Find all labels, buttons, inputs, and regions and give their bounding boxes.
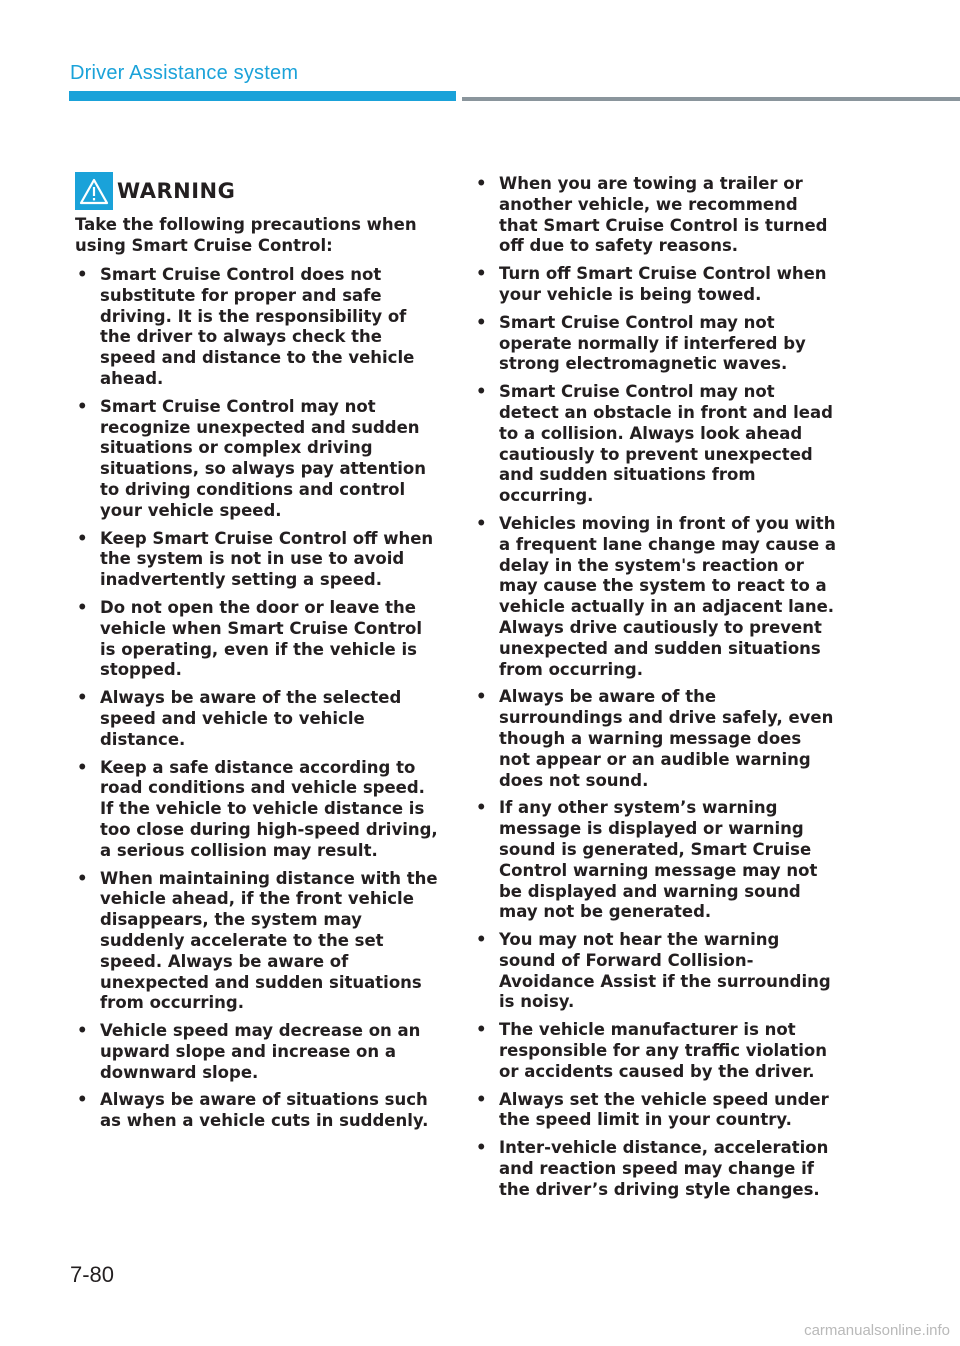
page-number: 7-80 xyxy=(70,1262,115,1287)
bullet-dot-icon: • xyxy=(77,265,88,284)
bullet-text: Always set the vehicle speed under the speed limit in your country. xyxy=(499,1089,829,1130)
bullet-item xyxy=(474,1090,836,1132)
bullet-text: Keep Smart Cruise Control off when the system is not in use to avoid inadvertently setting a speed. xyxy=(100,528,434,590)
bullet-text: You may not hear the warning sound of Forward Collision-Avoidance Assist if the surrounding is noisy. xyxy=(499,930,831,1012)
bullet-dot-icon: • xyxy=(77,597,88,617)
bullet-dot-icon: • xyxy=(476,930,487,950)
bullet-dot-icon: • xyxy=(476,382,487,402)
bullet-item xyxy=(474,1138,836,1200)
bullet-item xyxy=(75,758,440,862)
bullet-item xyxy=(474,514,836,680)
header-rule xyxy=(462,97,960,101)
bullet-dot-icon: • xyxy=(77,757,88,777)
header-accent-bar xyxy=(69,91,456,101)
bullet-text: Keep a safe distance according to road conditions and vehicle speed. If the vehicle to vehicle distance is too close during high-speed driving, a serious collision may result. xyxy=(100,757,438,860)
bullet-text: Turn off Smart Cruise Control when your vehicle is being towed. xyxy=(499,264,827,304)
bullet-dot-icon: • xyxy=(77,1090,88,1110)
bullet-dot-icon: • xyxy=(476,1020,487,1040)
bullet-text: Always be aware of the selected speed and vehicle to vehicle distance. xyxy=(100,688,402,749)
bullet-item xyxy=(75,265,440,390)
bullet-text: Always be aware of the surroundings and drive safely, even though a warning message does not appear or an audible warning does not sound. xyxy=(499,687,834,790)
bullet-text: Do not open the door or leave the vehicle when Smart Cruise Control is operating, even if the vehicle is stopped. xyxy=(100,597,422,680)
right-bullet-list xyxy=(474,174,836,1201)
bullet-text: When maintaining distance with the vehicle ahead, if the front vehicle disappears, the system may suddenly accelerate to the set speed. Always be aware of unexpected and sudden situations from occurring. xyxy=(100,868,438,1013)
bullet-item xyxy=(75,598,440,681)
bullet-item xyxy=(75,1090,440,1132)
bullet-dot-icon: • xyxy=(476,1089,487,1109)
bullet-text: Smart Cruise Control does not substitute for proper and safe driving. It is the responsibility of the driver to always check the speed and distance to the vehicle ahead. xyxy=(100,265,415,388)
section-title: Driver Assistance system xyxy=(70,62,299,84)
bullet-dot-icon: • xyxy=(476,174,487,193)
bullet-item xyxy=(474,687,836,791)
bullet-dot-icon: • xyxy=(476,798,487,818)
warning-heading xyxy=(75,172,440,210)
bullet-dot-icon: • xyxy=(77,396,88,416)
bullet-text: Smart Cruise Control may not detect an obstacle in front and lead to a collision. Always look ahead cautiously to prevent unexpected and sudden situations from occurring. xyxy=(499,382,833,506)
left-bullet-list xyxy=(75,265,440,1132)
warning-title: WARNING xyxy=(117,179,236,203)
bullet-dot-icon: • xyxy=(77,528,88,548)
bullet-dot-icon: • xyxy=(476,513,487,533)
bullet-text: Vehicles moving in front of you with a frequent lane change may cause a delay in the system's reaction or may cause the system to react to a vehicle actually in an adjacent lane. Always drive cautiously to prevent unexpected and sudden situations from occurring. xyxy=(499,513,837,679)
bullet-text: If any other system’s warning message is displayed or warning sound is generated, Smart Cruise Control warning message may not be displayed and warning sound may not be generated. xyxy=(499,798,818,922)
bullet-dot-icon: • xyxy=(476,264,487,284)
bullet-item xyxy=(75,529,440,591)
bullet-text: Smart Cruise Control may not operate normally if interfered by strong electromagnetic waves. xyxy=(499,312,806,374)
bullet-item xyxy=(474,313,836,375)
bullet-item xyxy=(474,1020,836,1082)
bullet-item xyxy=(474,798,836,923)
bullet-item xyxy=(75,397,440,522)
bullet-dot-icon: • xyxy=(476,687,487,707)
bullet-item xyxy=(474,382,836,507)
bullet-text: Inter-vehicle distance, acceleration and reaction speed may change if the driver’s driving style changes. xyxy=(499,1138,829,1199)
bullet-text: Smart Cruise Control may not recognize unexpected and sudden situations or complex driving situations, so always pay attention to driving conditions and control your vehicle speed. xyxy=(100,396,426,520)
bullet-dot-icon: • xyxy=(476,312,487,332)
bullet-item xyxy=(75,869,440,1015)
bullet-dot-icon: • xyxy=(77,1021,88,1041)
left-column xyxy=(75,172,440,1139)
watermark: carmanualsonline.info xyxy=(804,1322,950,1339)
bullet-dot-icon: • xyxy=(476,1138,487,1158)
bullet-item xyxy=(75,688,440,750)
right-column xyxy=(474,174,836,1208)
bullet-dot-icon: • xyxy=(77,868,88,888)
bullet-text: The vehicle manufacturer is not responsible for any traffic violation or accidents caused by the driver. xyxy=(499,1020,827,1081)
bullet-text: Always be aware of situations such as when a vehicle cuts in suddenly. xyxy=(100,1090,429,1131)
bullet-item xyxy=(474,930,836,1013)
bullet-dot-icon: • xyxy=(77,688,88,708)
bullet-item xyxy=(75,1021,440,1083)
warning-intro: Take the following precautions when using Smart Cruise Control: xyxy=(75,215,417,255)
bullet-item xyxy=(474,174,836,257)
bullet-text: When you are towing a trailer or another vehicle, we recommend that Smart Cruise Control is turned off due to safety reasons. xyxy=(499,174,828,256)
bullet-text: Vehicle speed may decrease on an upward slope and increase on a downward slope. xyxy=(100,1021,421,1082)
warning-triangle-icon xyxy=(75,172,113,210)
bullet-item xyxy=(474,264,836,306)
